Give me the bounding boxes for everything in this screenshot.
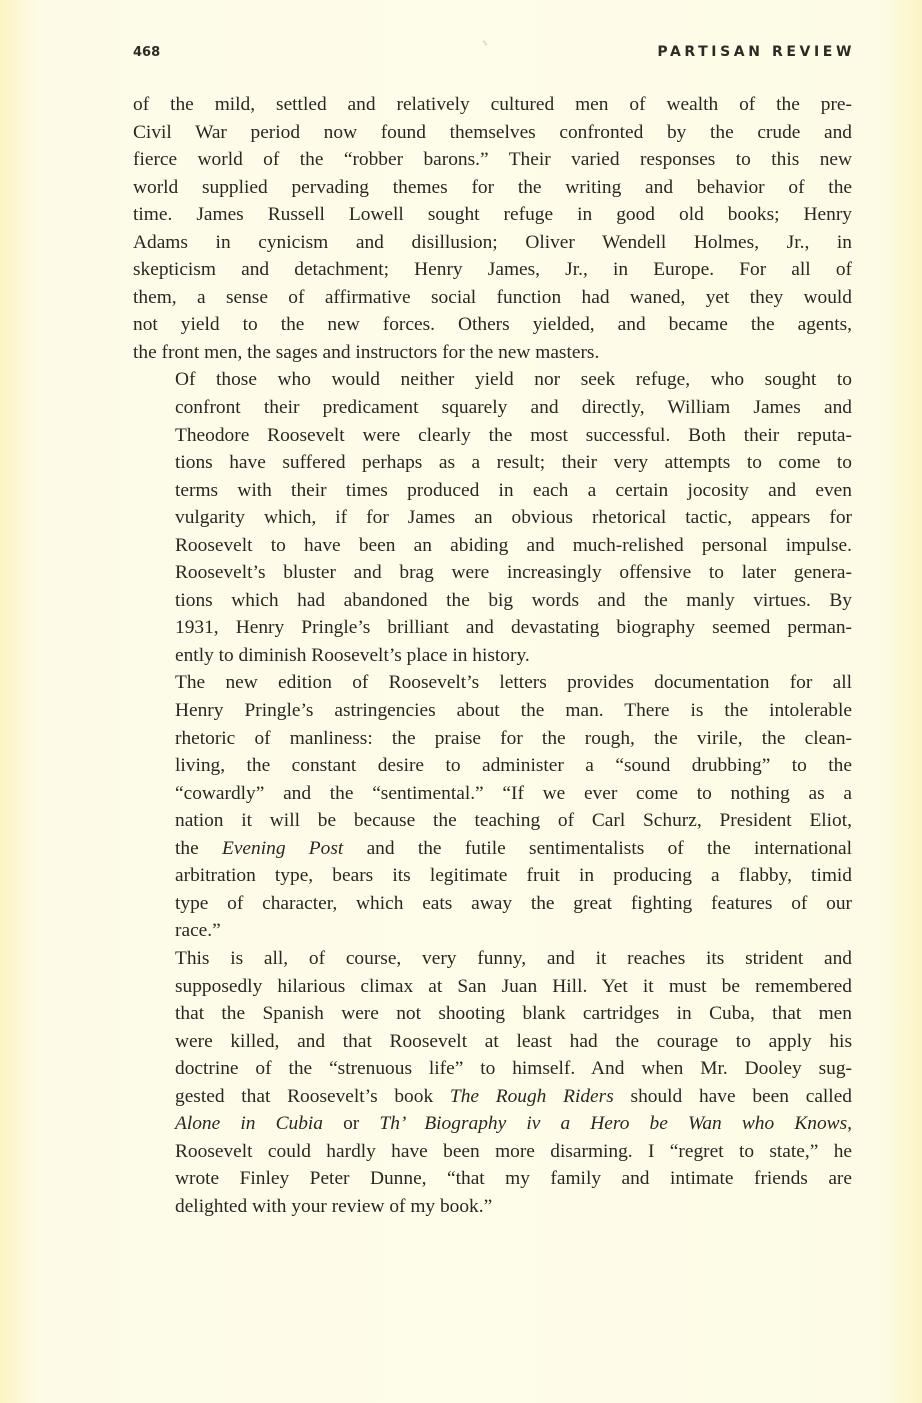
text-run: type of character, which eats away the great fighting features of our — [175, 892, 852, 914]
text-run: them, a sense of affirmative social function had waned, yet they would — [133, 286, 852, 308]
text-line — [133, 1110, 852, 1138]
text-line — [133, 614, 852, 642]
text-run: Civil War period now found themselves confronted by the crude and — [133, 121, 852, 143]
text-line — [133, 807, 852, 835]
text-line — [133, 1193, 852, 1221]
text-line — [133, 697, 852, 725]
text-run: should have been called — [613, 1085, 852, 1107]
italic-title: Alone in Cubia — [175, 1113, 323, 1135]
text-line — [133, 559, 852, 587]
text-run: that the Spanish were not shooting blank cartridges in Cuba, that men — [175, 1003, 852, 1025]
text-line — [133, 862, 852, 890]
text-run: Henry Pringle’s astringencies about the man. There is the intolerable — [175, 700, 852, 722]
text-run: skepticism and detachment; Henry James, Jr., in Europe. For all of — [133, 259, 852, 281]
text-line — [133, 504, 852, 532]
running-head — [133, 44, 855, 74]
text-line — [133, 973, 852, 1001]
text-line — [133, 284, 852, 312]
text-run: or — [322, 1113, 380, 1135]
text-line — [133, 1083, 852, 1111]
text-run: arbitration type, bears its legitimate fruit in producing a flabby, timid — [175, 865, 852, 887]
text-line — [133, 1000, 852, 1028]
paragraph — [133, 669, 852, 944]
text-run: This is all, of course, very funny, and it reaches its strident and — [175, 947, 852, 969]
text-line — [133, 146, 852, 174]
text-run: rhetoric of manliness: the praise for the rough, the virile, the clean- — [175, 727, 852, 749]
text-line — [133, 394, 852, 422]
text-line — [133, 835, 852, 863]
italic-title: The Rough Riders — [449, 1085, 614, 1107]
text-line — [133, 1165, 852, 1193]
text-run: time. James Russell Lowell sought refuge in good old books; Henry — [133, 204, 852, 226]
text-run: race.” — [175, 920, 221, 942]
text-run: the — [175, 837, 222, 859]
text-run: the front men, the sages and instructors for the new masters. — [133, 341, 600, 363]
document-page — [133, 44, 855, 1220]
paragraph — [133, 945, 852, 1220]
text-run: Theodore Roosevelt were clearly the most successful. Both their reputa- — [175, 424, 852, 446]
text-line — [133, 366, 852, 394]
text-line — [133, 119, 852, 147]
paragraph — [133, 91, 852, 366]
text-run: vulgarity which, if for James an obvious rhetorical tactic, appears for — [175, 507, 852, 529]
text-run: tions which had abandoned the big words and the manly virtues. By — [175, 589, 852, 611]
page-number: 468 — [133, 45, 161, 60]
text-line — [133, 256, 852, 284]
text-line — [133, 587, 852, 615]
text-run: supposedly hilarious climax at San Juan Hill. Yet it must be remembered — [175, 975, 852, 997]
text-run: The new edition of Roosevelt’s letters provides documentation for all — [175, 672, 852, 694]
text-run: “cowardly” and the “sentimental.” “If we ever come to nothing as a — [175, 782, 852, 804]
text-run: fierce world of the “robber barons.” Their varied responses to this new — [133, 149, 852, 171]
text-run: confront their predicament squarely and directly, William James and — [175, 397, 852, 419]
text-line — [133, 91, 852, 119]
text-run: gested that Roosevelt’s book — [175, 1085, 450, 1107]
text-line — [133, 642, 852, 670]
text-run: were killed, and that Roosevelt at least had the courage to apply his — [175, 1030, 852, 1052]
text-line — [133, 752, 852, 780]
text-run: 1931, Henry Pringle’s brilliant and devastating biography seemed perman- — [175, 617, 852, 639]
text-run: Roosevelt to have been an abiding and much-relished personal impulse. — [175, 534, 852, 556]
text-run: of the mild, settled and relatively cultured men of wealth of the pre- — [133, 94, 852, 115]
text-run: world supplied pervading themes for the writing and behavior of the — [133, 176, 852, 198]
text-line — [133, 422, 852, 450]
italic-title: Th’ Biography iv a Hero be Wan who Knows, — [379, 1113, 852, 1135]
text-line — [133, 229, 852, 257]
text-run: terms with their times produced in each a certain jocosity and even — [175, 479, 852, 501]
text-line — [133, 449, 852, 477]
text-run: Adams in cynicism and disillusion; Oliver Wendell Holmes, Jr., in — [133, 231, 852, 253]
text-line — [133, 1028, 852, 1056]
text-line — [133, 945, 852, 973]
text-line — [133, 339, 852, 367]
text-run: doctrine of the “strenuous life” to himself. And when Mr. Dooley sug- — [175, 1058, 852, 1080]
text-line — [133, 201, 852, 229]
text-line — [133, 890, 852, 918]
text-line — [133, 477, 852, 505]
italic-title: Evening Post — [221, 837, 344, 859]
text-run: Roosevelt could hardly have been more disarming. I “regret to state,” he — [175, 1140, 852, 1162]
text-run: living, the constant desire to administer a “sound drubbing” to the — [175, 755, 852, 777]
text-line — [133, 174, 852, 202]
text-line — [133, 1138, 852, 1166]
text-line — [133, 780, 852, 808]
text-run: delighted with your review of my book.” — [175, 1195, 493, 1217]
paragraph — [133, 366, 852, 669]
text-run: not yield to the new forces. Others yielded, and became the agents, — [133, 314, 852, 336]
text-run: Of those who would neither yield nor seek refuge, who sought to — [175, 369, 852, 391]
body-text — [133, 91, 852, 1220]
text-line — [133, 532, 852, 560]
text-run: Roosevelt’s bluster and brag were increasingly offensive to later genera- — [175, 562, 852, 584]
journal-title: PARTISAN REVIEW — [657, 44, 855, 60]
text-run: and the futile sentimentalists of the international — [343, 837, 852, 859]
text-line — [133, 311, 852, 339]
text-line — [133, 917, 852, 945]
text-run: ently to diminish Roosevelt’s place in history. — [175, 644, 530, 666]
text-line — [133, 725, 852, 753]
text-line — [133, 669, 852, 697]
text-run: tions have suffered perhaps as a result; their very attempts to come to — [175, 452, 852, 474]
text-line — [133, 1055, 852, 1083]
text-run: wrote Finley Peter Dunne, “that my family and intimate friends are — [175, 1168, 852, 1190]
text-run: nation it will be because the teaching of Carl Schurz, President Eliot, — [175, 810, 852, 832]
